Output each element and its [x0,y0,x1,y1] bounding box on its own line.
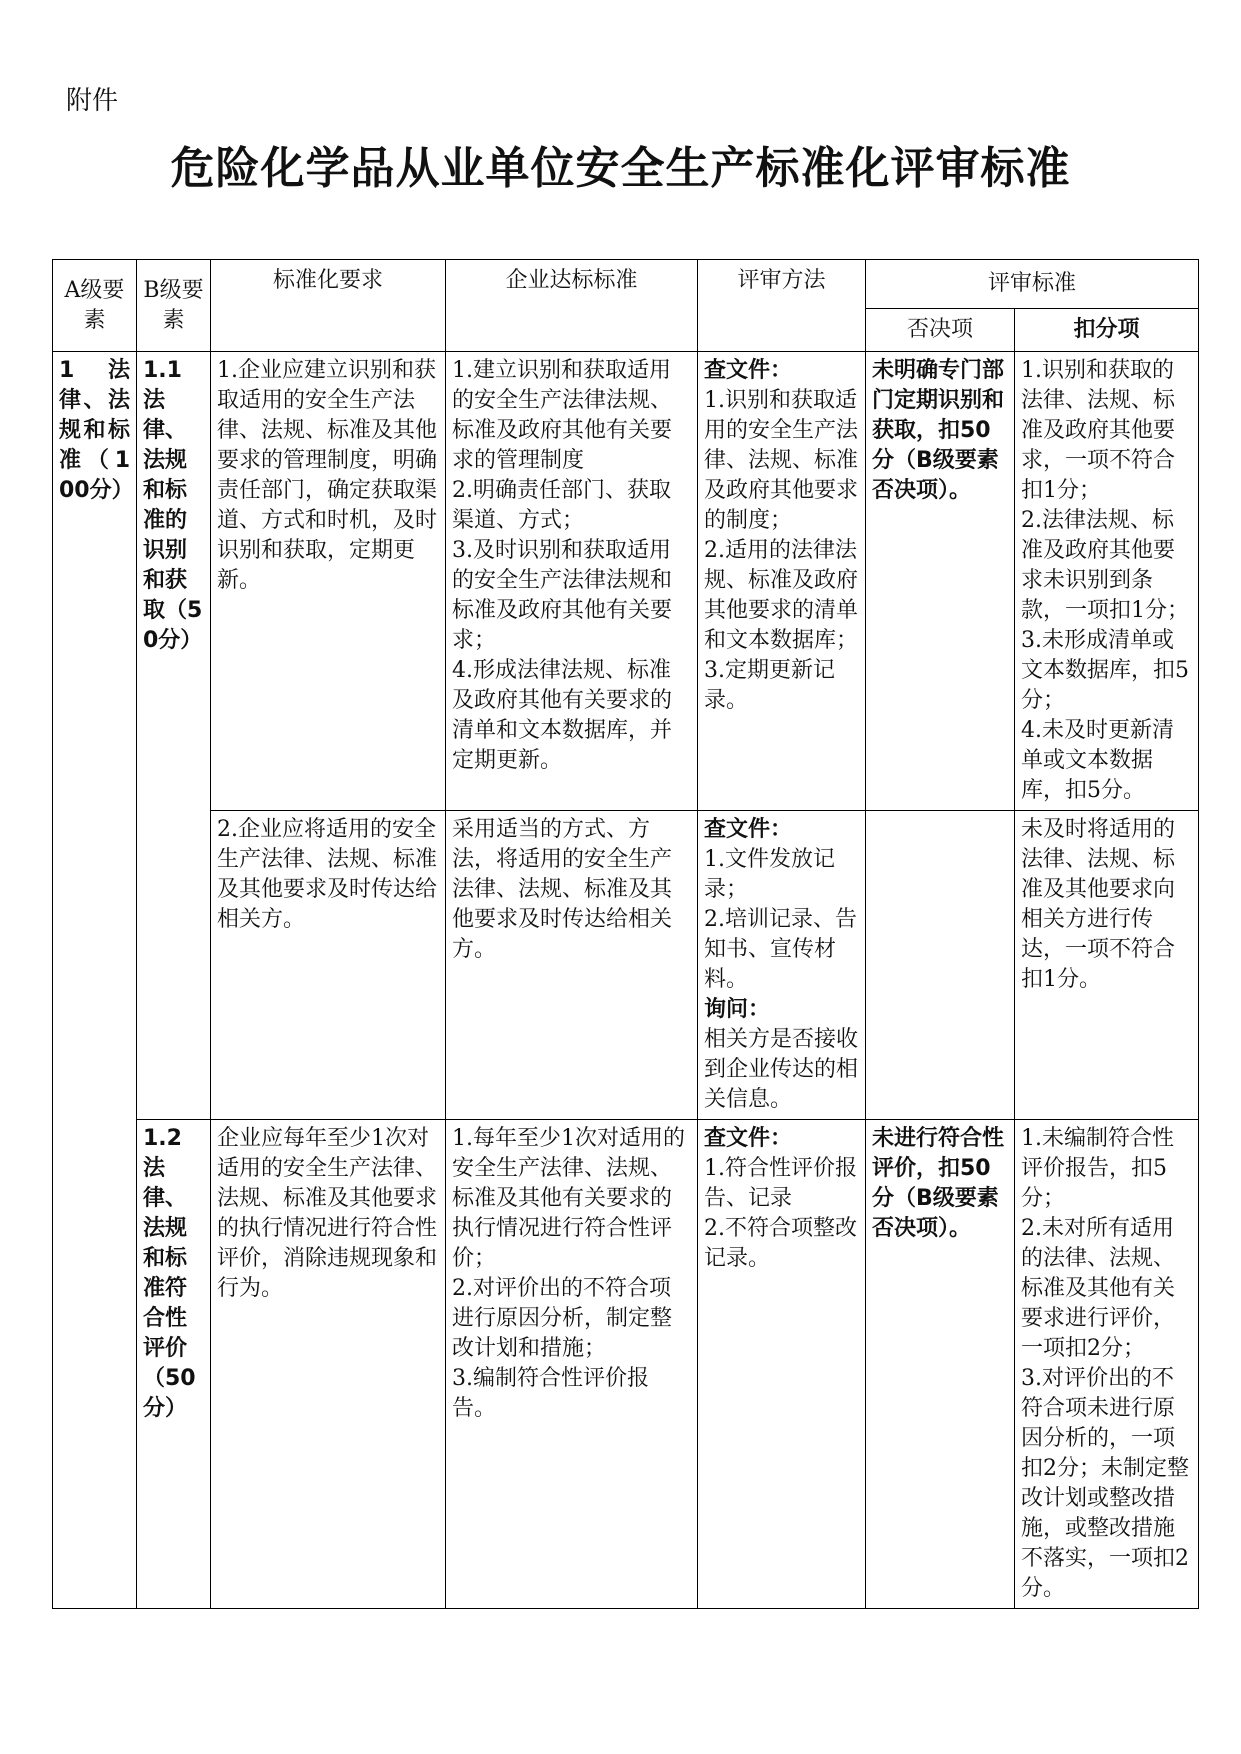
method-heading: 查文件： [704,817,793,842]
method-cell [698,352,866,811]
list-item: 2.不符合项整改记录。 [704,1216,857,1271]
header-row [53,260,1199,309]
list-item: 3.编制符合性评价报告。 [452,1366,649,1421]
header-criteria: 评审标准 [866,260,1199,309]
b-element-cell: 1.1 法律、法规和标准的识别和获取（50分） [137,352,211,1120]
header-requirement: 标准化要求 [211,260,446,352]
list-item: 未及时将适用的法律、法规、标准及其他要求向相关方进行传达，一项不符合扣1分。 [1021,817,1176,992]
list-item: 1.未编制符合性评价报告，扣5分； [1021,1126,1174,1211]
list-item: 2.未对所有适用的法律、法规、标准及其他有关要求进行评价，一项扣2分； [1021,1216,1176,1361]
method-heading: 查文件： [704,1126,793,1151]
method-cell [698,811,866,1120]
table-row [53,811,1199,1120]
table-row [53,1120,1199,1609]
header-a-level: A级要素 [53,260,137,352]
list-item: 2.法律法规、标准及政府其他要求未识别到条款，一项扣1分； [1021,508,1189,623]
list-item: 采用适当的方式、方法，将适用的安全生产法律、法规、标准及其他要求及时传达给相关方。 [452,817,673,962]
method-heading: 询问： [704,997,771,1022]
method-heading: 查文件： [704,358,793,383]
requirement-cell: 1.企业应建立识别和获取适用的安全生产法律、法规、标准及其他要求的管理制度，明确责任部门，确定获取渠道、方式和时机，及时识别和获取，定期更新。 [211,352,446,811]
table-row [53,352,1199,811]
method-cell [698,1120,866,1609]
list-item: 相关方是否接收到企业传达的相关信息。 [704,1027,859,1112]
list-item: 3.对评价出的不符合项未进行原因分析的，一项扣2分；未制定整改计划或整改措施，或整改措施不落实，一项扣2分。 [1021,1366,1189,1601]
list-item: 1.每年至少1次对适用的安全生产法律、法规、标准及其他有关要求的执行情况进行符合性评价； [452,1126,685,1271]
deduction-cell [1015,1120,1199,1609]
list-item: 1.符合性评价报告、记录 [704,1156,857,1211]
deduction-cell [1015,352,1199,811]
annex-label: 附件 [66,86,119,116]
list-item: 2.明确责任部门、获取渠道、方式； [452,478,671,533]
list-item: 1.识别和获取适用的安全生产法律、法规、标准及政府其他要求的制度； [704,388,859,533]
list-item: 1.建立识别和获取适用的安全生产法律法规、标准及政府其他有关要求的管理制度 [452,358,673,473]
standard-table [52,259,1199,1609]
a-element-cell: 1 法律、法规和标准（100分） [53,352,137,1609]
veto-cell [866,811,1015,1120]
header-b-level: B级要素 [137,260,211,352]
enterprise-standard-cell [446,1120,698,1609]
list-item: 3.及时识别和获取适用的安全生产法律法规和标准及政府其他有关要求； [452,538,673,653]
list-item: 2.适用的法律法规、标准及政府其他要求的清单和文本数据库； [704,538,859,653]
list-item: 4.未及时更新清单或文本数据库，扣5分。 [1021,718,1174,803]
deduction-cell [1015,811,1199,1120]
header-deduction: 扣分项 [1015,309,1199,352]
requirement-cell: 2.企业应将适用的安全生产法律、法规、标准及其他要求及时传达给相关方。 [211,811,446,1120]
b-element-cell: 1.2 法律、法规和标准符合性评价（50分） [137,1120,211,1609]
header-veto: 否决项 [866,309,1015,352]
list-item: 3.未形成清单或文本数据库，扣5分； [1021,628,1189,713]
enterprise-standard-cell [446,352,698,811]
list-item: 1.识别和获取的法律、法规、标准及政府其他要求，一项不符合扣1分； [1021,358,1176,503]
veto-cell: 未明确专门部门定期识别和获取，扣50分（B级要素否决项）。 [866,352,1015,811]
page-title: 危险化学品从业单位安全生产标准化评审标准 [170,143,1071,194]
requirement-cell: 企业应每年至少1次对适用的安全生产法律、法规、标准及其他要求的执行情况进行符合性评价，消除违规现象和行为。 [211,1120,446,1609]
list-item: 3.定期更新记录。 [704,658,835,713]
list-item: 2.培训记录、告知书、宣传材料。 [704,907,857,992]
veto-cell: 未进行符合性评价，扣50分（B级要素否决项）。 [866,1120,1015,1609]
list-item: 4.形成法律法规、标准及政府其他有关要求的清单和文本数据库，并定期更新。 [452,658,673,773]
enterprise-standard-cell [446,811,698,1120]
header-enterprise-standard: 企业达标标准 [446,260,698,352]
list-item: 1.文件发放记录； [704,847,835,902]
header-method: 评审方法 [698,260,866,352]
list-item: 2.对评价出的不符合项进行原因分析，制定整改计划和措施； [452,1276,673,1361]
